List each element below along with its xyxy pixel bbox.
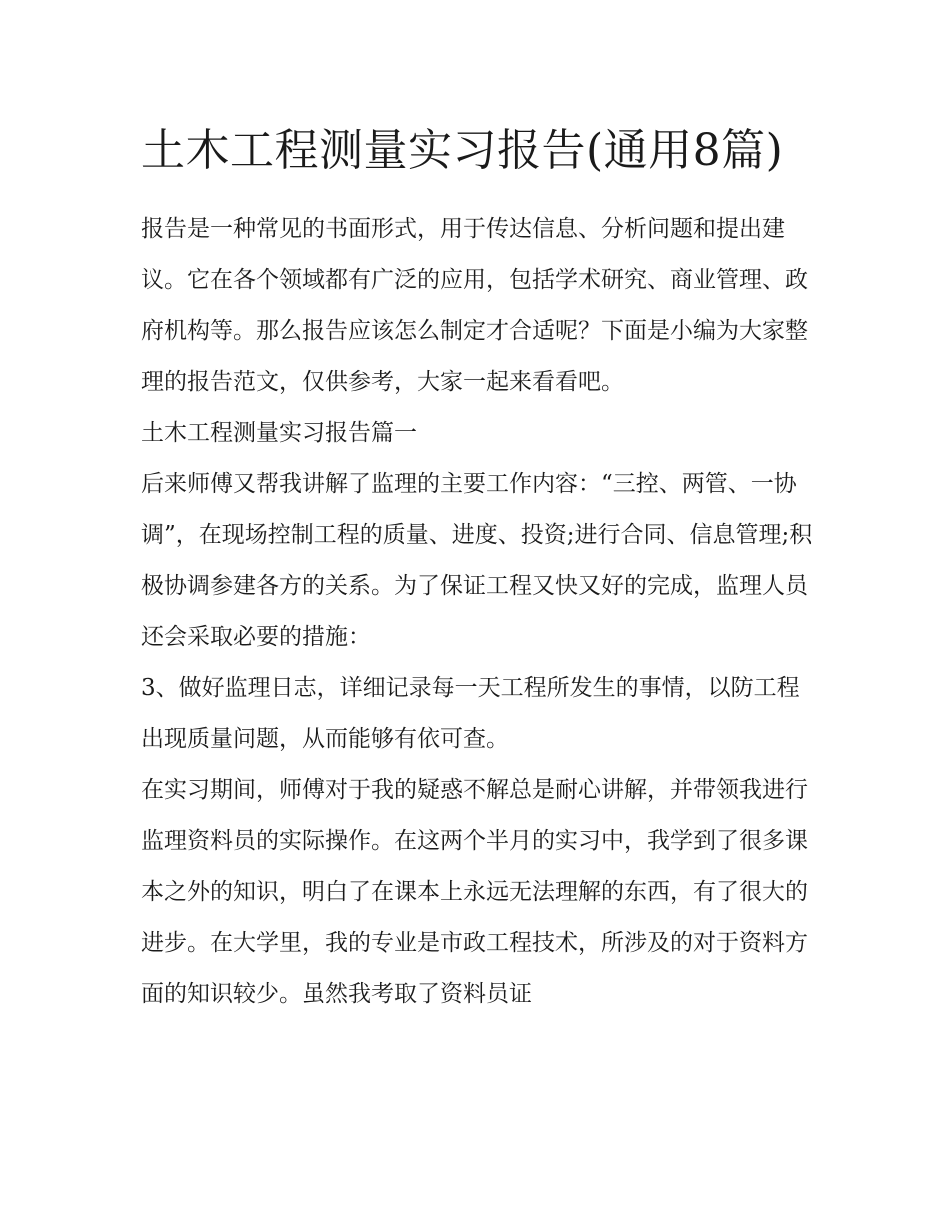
body-paragraph: 3、做好监理日志，详细记录每一天工程所发生的事情，以防工程出现质量问题，从而能够有依可查。 bbox=[141, 675, 800, 752]
document-title: 土木工程测量实习报告(通用8篇) bbox=[141, 125, 784, 176]
section-heading: 土木工程测量实习报告篇一 bbox=[141, 420, 417, 446]
document-page bbox=[141, 112, 813, 1020]
body-paragraph: 后来师傅又帮我讲解了监理的主要工作内容：“三控、两管、一协调”，在现场控制工程的质量、进度、投资;进行合同、信息管理;积极协调参建各方的关系。为了保证工程又快又好的完成，监理人员还会采取必要的措施： bbox=[141, 471, 813, 650]
intro-paragraph: 报告是一种常见的书面形式，用于传达信息、分析问题和提出建议。它在各个领域都有广泛的应用，包括学术研究、商业管理、政府机构等。那么报告应该怎么制定才合适呢？下面是小编为大家整理的报告范文，仅供参考，大家一起来看看吧。 bbox=[141, 216, 808, 395]
body-paragraph: 在实习期间，师傅对于我的疑惑不解总是耐心讲解，并带领我进行监理资料员的实际操作。在这两个半月的实习中，我学到了很多课本之外的知识，明白了在课本上永远无法理解的东西，有了很大的进步。在大学里，我的专业是市政工程技术，所涉及的对于资料方面的知识较少。虽然我考取了资料员证 bbox=[141, 777, 808, 1007]
